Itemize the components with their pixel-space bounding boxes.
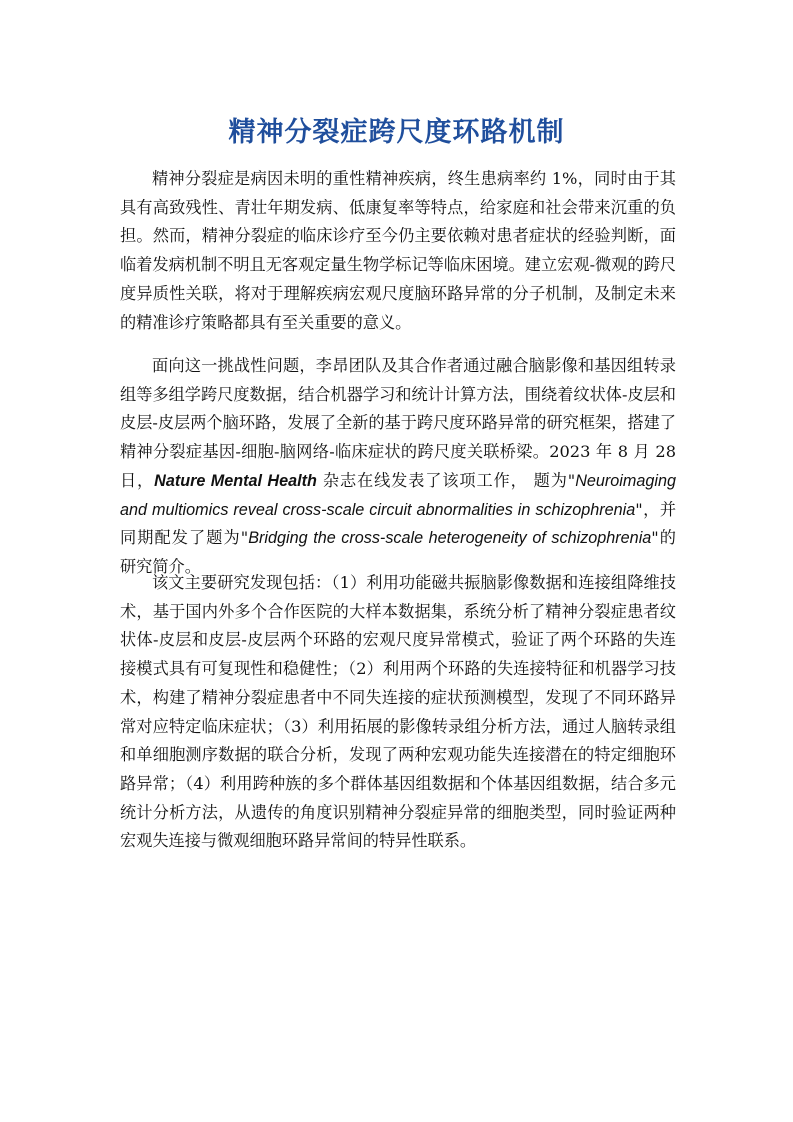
paragraph-research-work-text-3: "，并同期配发了题为"	[120, 499, 677, 548]
paragraph-research-work	[120, 352, 676, 582]
paragraph-research-work-text-4: "的研究简介。	[120, 528, 676, 576]
document-title: 精神分裂症跨尺度环路机制	[228, 117, 565, 148]
paragraph-research-work-text-2: 杂志在线发表了该项工作， 题为"	[316, 470, 576, 490]
paragraph-background: 精神分裂症是病因未明的重性精神疾病，终生患病率约 1%，同时由于其具有高致残性、青壮年期发病、低康复率等特点，给家庭和社会带来沉重的负担。然而，精神分裂症的临床诊疗至今仍主要依赖对患者症状的经验判断，面临着发病机制不明且无客观定量生物学标记等临床困境。建立宏观-微观的跨尺度异质性关联，将对于理解疾病宏观尺度脑环路异常的分子机制，及制定未来的精准诊疗策略都具有至关重要的意义。	[120, 169, 676, 332]
paper-title: Neuroimaging and multiomics reveal cross-scale circuit abnormalities in schizophrenia	[120, 471, 676, 519]
paragraph-findings: 该文主要研究发现包括：（1）利用功能磁共振脑影像数据和连接组降维技术，基于国内外多个合作医院的大样本数据集，系统分析了精神分裂症患者纹状体-皮层和皮层-皮层两个环路的宏观尺度异常模式，验证了两个环路的失连接模式具有可复现性和稳健性；（2）利用两个环路的失连接特征和机器学习技术，构建了精神分裂症患者中不同失连接的症状预测模型，发现了不同环路异常对应特定临床症状；（3）利用拓展的影像转录组分析方法，通过人脑转录组和单细胞测序数据的联合分析，发现了两种宏观功能失连接潜在的特定细胞环路异常；（4）利用跨种族的多个群体基因组数据和个体基因组数据，结合多元统计分析方法，从遗传的角度识别精神分裂症异常的细胞类型，同时验证两种宏观失连接与微观细胞环路异常间的特异性联系。	[120, 573, 676, 851]
brief-title: Bridging the cross-scale heterogeneity of schizophrenia	[248, 529, 652, 548]
paragraph-research-work-text: 面向这一挑战性问题，李昂团队及其合作者通过融合脑影像和基因组转录组等多组学跨尺度数据，结合机器学习和统计计算方法，围绕着纹状体-皮层和皮层-皮层两个脑环路，发展了全新的基于跨尺度环路异常的研究框架，搭建了精神分裂症基因-细胞-脑网络-临床症状的跨尺度关联桥梁。2023 年 8 月 28 日，	[120, 356, 676, 490]
journal-name: Nature Mental Health	[154, 471, 317, 490]
